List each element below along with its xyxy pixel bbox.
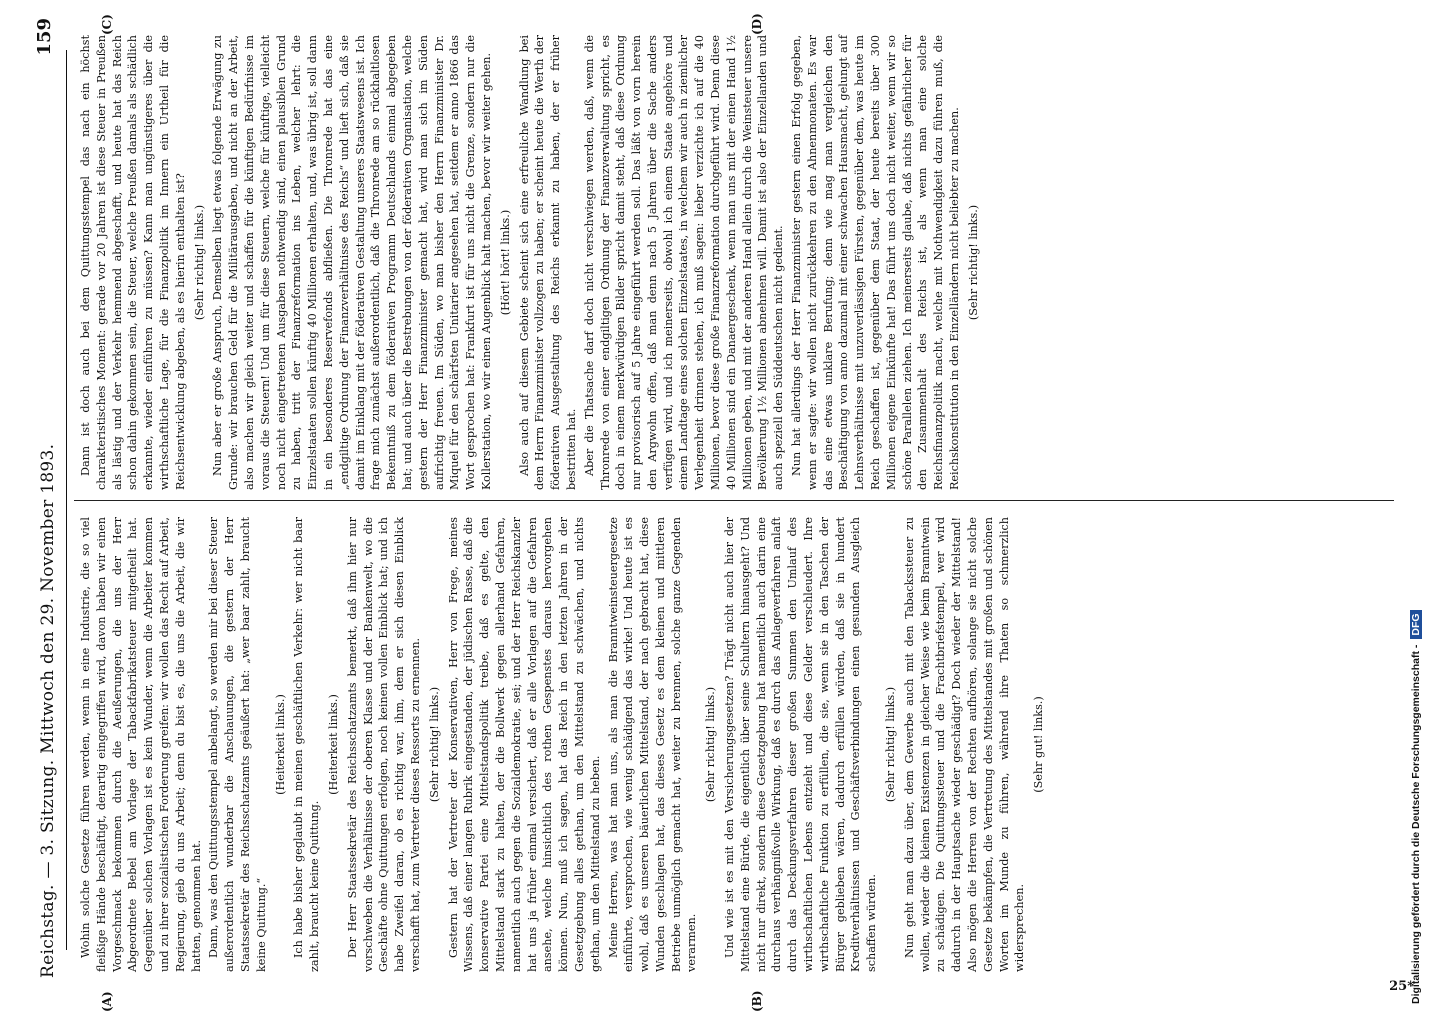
interjection: (Sehr richtig! links.): [966, 204, 980, 321]
interjection: (Sehr richtig! links.): [884, 686, 898, 803]
interjection: (Sehr gut! links.): [1032, 696, 1046, 793]
paragraph: Aber die Thatsache darf doch nicht verschwiegen werden, daß, wenn die Thronrede von einer endgiltigen Ordnung der Finanzverwaltung spricht, es doch in einem merkwürdigen Bilder spricht damit steht, daß diese Ordnung nur provisorisch auf 5 Jahre eingeführt werden soll. Das läßt von vorn herein den Argwohn offen, daß man denn nach 5 Jahren über die Sache anders verfügen wird, und ich meinerseits, obwohl ich einem Staate angehöre und einem Landtage eines solchen Einzelstaates, in welchem wir auch in ziemlicher Verlegenheit drinnen stehen, ich muß sagen: lieber verzichte ich auf die 40 Millionen, bevor diese große Finanzreformation durchgeführt wird. Denn diese 40 Millionen sind ein Danaergeschenk, wenn man uns mit der einen Hand 1½ Millionen geben, und mit der anderen Hand allein durch die Weinsteuer unsere Bevölkerung 1½ Millionen abnehmen will. Damit ist also der Einzellanden und auch speziell den Süddeutschen nicht gedient.: [582, 35, 786, 490]
paragraph: Wohin solche Gesetze führen werden, wenn in eine Industrie, die so viel fleißige Hände beschäftigt, derartig eingegriffen wird, davon haben wir einen Vorgeschmack bekommen durch die Aeußerungen, die uns der Herr Abgeordnete Bebel am Vorlage der Tabackfabrikatsteuer mitgetheilt hat. Gegenüber solchen Vorlagen ist es kein Wunder, wenn die Arbeiter kommen und zu ihrer sozialistischen Forderung greifen: wir wollen das Recht auf Arbeit, Regierung, gieb du uns Arbeit; denn du bist es, die uns die Arbeit, die wir hatten, genommen hat.: [79, 517, 203, 972]
right-column: [78, 35, 1378, 490]
interjection: (Heiterkeit links.): [326, 694, 340, 795]
header-title: Reichstag. — 3. Sitzung. Mittwoch den 29. November 1893.: [38, 443, 58, 978]
margin-mark-b: (B): [750, 990, 764, 1012]
interjection: (Sehr richtig! links.): [192, 204, 206, 321]
paragraph: Der Herr Staatssekretär des Reichsschatzamts bemerkt, daß ihm hier nur vorschweben die Verhältnisse der oberen Klasse und der Bankenwelt, wo die Geschäfte ohne Quittungen erfolgen, noch keinen vollen Einblick hat; und ich habe Zweifel daran, ob es richtig war, ihm, dem er sich diesen Einblick verschafft hat, zum Vertreter dieses Ressorts zu ernennen.: [345, 517, 422, 972]
paragraph: Meine Herren, was hat man uns, als man die Branntweinsteuergesetze einführte, versprochen, wie wenig schädigend das wirke! Und heute ist es wohl, daß es unseren bäuerlichen Mittelstand, der nach gebracht hat, diese Wunden geschlagen hat, das dieses Gesetz es dem kleinen und mittleren Betriebe unmöglich gemacht hat, weiter zu brennen, solche ganze Gegenden verarmen.: [606, 517, 699, 972]
paragraph: Ich habe bisher geglaubt in meinen geschäftlichen Verkehr: wer nicht baar zahlt, braucht keine Quittung.: [292, 517, 322, 972]
paragraph: Nun aber er große Anspruch, Demselben liegt etwas folgende Erwägung zu Grunde: wir brauchen Geld für die Militärausgaben, und nicht an der Arbeit, also machen wir gleich weiter und schaffen für die künftigen Bedürfnisse im voraus die Steuern! Und um für diese Steuern, welche für künftige, vielleicht noch nicht eingetretenen Ausgaben nothwendig sind, einen plausiblen Grund zu haben, tritt der Finanzreformation ins Leben, welcher lehrt: die Einzelstaaten sollen künftig 40 Millionen erhalten, und, was übrig ist, soll dann in ein besonderes Reservefonds abfließen. Die Thronrede hat das eine „endgiltige Ordnung der Finanzverhältnisse des Reichs“ und lieft sich, daß sie damit im Einklang mit der föderativen Gestaltung unseres Staatswesens ist. Ich frage mich zunächst außerordentlich, daß die Thronrede am so rückhaltlosen Bekenntniß zu dem föderativen Programm Deutschlands einmal abgegeben hat; und auch über die Bestrebungen von der föderativen Organisation, welche gestern der Herr Finanzminister gemacht hat, wird man sich im Süden aufrichtig freuen. Im Süden, wo man bisher den Herrn Finanzminister Dr. Miquel für den schärfsten Unitarier angesehen hat, seitdem er anno 1866 das Wort gesprochen hat: Frankfurt ist für uns nicht die Grenze, sondern nur die Kollerstation, wo wir einen Augenblick halt machen, bevor wir weiter gehen.: [211, 35, 493, 490]
paragraph: Dann, was den Quittungsstempel anbelangt, so werden mir bei dieser Steuer außerordentlich wunderbar die Anschauungen, die gestern der Herr Staatssekretär des Reichsschatzamts geäußert hat: „wer baar zahlt, braucht keine Quittung.“: [207, 517, 268, 972]
paragraph: Gestern hat der Vertreter der Konservativen, Herr von Frege, meines Wissens, daß einer langen Rubrik eingestanden, der jüdischen Rasse, daß die konservative Partei eine Mittelstandspolitik treibe, daß es gelte, den Mittelstand stark zu halten, der die Bollwerk gegen allerhand Gefahren, namentlich auch gegen die Sozialdemokratie, sei; und der Herr Reichskanzler hat uns ja früher einmal versichert, daß er alle Vorlagen auf die Gefahren ansehe, welche hinsichtlich des rothen Gespenstes daraus hervorgehen können. Nun, muß ich sagen, hat das Reich in den letzten Jahren in der Gesetzgebung alles gethan, um den Mittelstand zu schwächen, und nichts gethan, um den Mittelstand zu heben.: [446, 517, 602, 972]
paragraph: Also auch auf diesem Gebiete scheint sich eine erfreuliche Wandlung bei dem Herrn Finanzminister vollzogen zu haben; er scheint heute die Werth der föderativen Ausgestaltung des Reichs erkannt zu haben, der er früher bestritten hat.: [517, 35, 578, 490]
digitization-stamp: [1408, 8, 1426, 1004]
interjection: (Heiterkeit links.): [273, 694, 287, 795]
page-signature: 25*: [1389, 979, 1414, 994]
stamp-text: Digitalisierung gefördert durch die Deutsche Forschungsgemeinschaft -: [1410, 644, 1422, 1004]
dfg-logo: DFG: [1410, 610, 1422, 638]
interjection: (Hört! hört! links.): [498, 209, 512, 316]
paragraph: Nun hat allerdings der Herr Finanzminister gestern einen Erfolg gegeben, wenn er sagte: wir wollen nicht zurückkehren zu den Ahnenmonaten. Es war das eine etwas unklare Berufung; denn wie mag man vergleichen den Beschäftigung von anno dazumal mit einer schwachen Hausmacht, gelungt auf Lehnsverhältnisse mit unzuverlässigen Fürsten, gegenüber dem, was heute im Reich geschaffen ist, gegenüber dem Staat, der heute bereits über 300 Millionen eigene Einkünfte hat! Das führt uns doch nicht weiter, wenn wir so schöne Parallelen ziehen. Ich meinerseits glaube, daß nichts gefährlicher für den Zusammenhalt des Reichs ist, als wenn man eine solche Reichsfinanzpolitik macht, welche mit Nothwendigkeit dazu führen muß, die Reichskonstitution in den Einzelländern nicht beliebter zu machen.: [790, 35, 962, 490]
margin-mark-c: (C): [100, 14, 114, 35]
page-header: [30, 10, 70, 990]
paragraph: Nun geht man dazu über, dem Gewerbe auch mit den Tabackssteuer zu wollen, wieder die kleinen Existenzen in gleicher Weise wie beim Branntwein zu schädigen. Die Quittungssteuer und die Frachtbriefstempel, wer wird dadurch in der Hauptsache wieder geschädigt? Doch wieder der Mittelstand! Also mögen die Herren von der Rechten aufhören, solange sie nicht solche Gesetze bekämpfen, die Vertretung des Mittelstandes mit großen und schönen Worten im Munde zu führen, während ihre Thaten so schmerzlich widersprechen.: [902, 517, 1027, 972]
margin-mark-d: (D): [750, 13, 764, 35]
rotated-page-content: [30, 10, 1410, 1012]
interjection: (Sehr richtig! links.): [704, 686, 718, 803]
paragraph: Dann ist doch auch bei dem Quittungsstempel das nach ein höchst charakteristisches Moment: gerade vor 20 Jahren ist diese Steuer in Preußen als lästig und der Verkehr hemmend abgeschafft, und heute hat das Reich schon dahin gekommen sein, die Steuer, welche Preußen damals als schädlich erkannte, wieder einführen zu müssen? Kann man ungünstigeres über die wirthschaftliche Lage, für die Finanzpolitik im Innern ein Urtheil für die Reichsentwicklung abgeben, als es hierin enthalten ist?: [79, 35, 187, 490]
interjection: (Sehr richtig! links.): [427, 686, 441, 803]
margin-mark-a: (A): [100, 991, 114, 1012]
page-number: 159: [34, 18, 55, 56]
header-rule: [66, 50, 67, 950]
column-divider: [74, 500, 1394, 501]
left-column: [78, 517, 1398, 972]
paragraph: Und wie ist es mit den Versicherungsgesetzen? Trägt nicht auch hier der Mittelstand eine Bürde, die eigentlich über seine Schultern hinausgeht? Und nicht nur direkt, sondern diese Gesetzgebung hat namentlich auch darin eine durchaus verhängnißvolle Wirkung, daß es durch das Anlageverfahren anlaft durch das Deckungsverfahren dieser großen Summen den Umlauf des wirthschaftlichen Lebens entzieht und diese Gelder verschleudert. Ihre wirthschaftliche Funktion zu erfüllen, die sie, wenn sie in den Taschen der Bürger geblieben wären, dadurch erfüllen würden, daß sie in hundert Kreditverhältnissen und Geschäftsverbindungen einen gesunden Ausgleich schaffen würden.: [723, 517, 879, 972]
